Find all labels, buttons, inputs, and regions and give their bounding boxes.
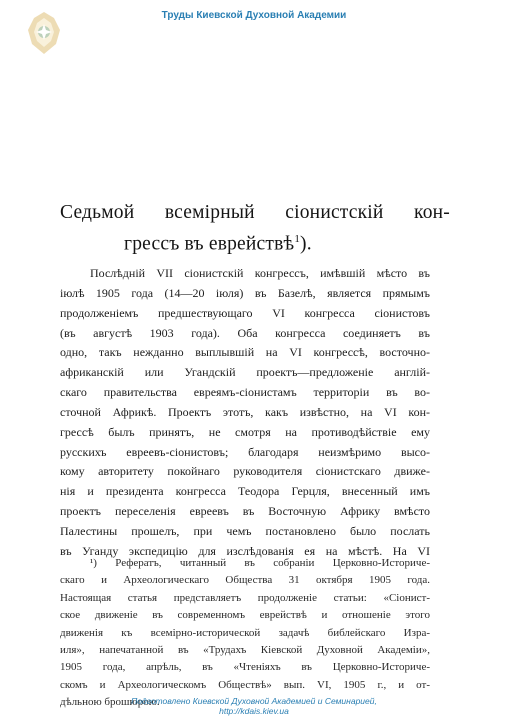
- body-line: грессѣ былъ принятъ, не смотря на противодѣйствіе ему: [60, 424, 430, 439]
- footnote-marker: 1: [294, 233, 301, 245]
- body-line: Палестины прошелъ, при чемъ постановлено было послать: [60, 523, 430, 538]
- body-line: африканскій или Угандскій проектъ—предложеніе англій-: [60, 365, 430, 380]
- body-line: проектъ переселенія евреевъ въ Восточную Африку вмѣсто: [60, 504, 430, 519]
- article-body: [60, 264, 430, 562]
- body-line: въ Уганду экспедицію для изслѣдованія ея на мѣстѣ. На VI: [60, 543, 430, 558]
- body-line: нія и президента конгресса Теодора Герцля, внесенный имъ: [60, 484, 430, 499]
- footnote-line: дѣльною брошюрою.: [60, 696, 160, 709]
- body-line: сточной Африкѣ. Проектъ этотъ, какъ извѣстно, на VI кон-: [60, 404, 430, 419]
- page-header: Труды Киевской Духовной Академии: [161, 10, 347, 21]
- footnote: [60, 555, 430, 712]
- title-line: грессъ въ еврействѣ$^1$).: [124, 233, 312, 255]
- footnote-line: скаго и Археологическаго Общества 31 октября 1905 года.: [60, 574, 430, 587]
- title-line: Седьмой всемірный сіонистскій кон-: [60, 202, 450, 223]
- footer-link[interactable]: http://kdais.kiev.ua: [219, 706, 289, 716]
- article-title: [60, 200, 450, 258]
- body-line: одно, такъ нежданно выплывшій на VI конгрессѣ, восточно-: [60, 345, 430, 360]
- body-line: (въ августѣ 1903 года). Оба конгресса соединяетъ въ: [60, 325, 430, 340]
- footnote-line: Настоящая статья представляетъ продолженіе статьи: «Сіонист-: [60, 591, 430, 604]
- body-line: скаго правительства евреямъ-сіонистамъ территоріи въ во-: [60, 385, 430, 400]
- footnote-line: скомъ и Археологическомъ Обществѣ» вып. VI, 1905 г., и от-: [60, 678, 430, 691]
- body-line: іюлѣ 1905 года (14—20 іюля) въ Базелѣ, является прямымъ: [60, 285, 430, 300]
- body-line: продолженіемъ предшествующаго VI конгресса сіонистовъ: [60, 305, 430, 320]
- footnote-line: ¹) Рефератъ, читанный въ собраніи Церковно-Историче-: [90, 557, 430, 569]
- footnote-line: движенія къ всемірно-исторической задачѣ библейскаго Изра-: [60, 626, 430, 639]
- footer-credit: Подготовлено Киевской Духовной Академией и Семинарией,: [131, 696, 377, 706]
- body-line: русскихъ евреевъ-сіонистовъ; благодаря неизмѣримо высо-: [60, 444, 430, 459]
- footnote-line: ское движеніе въ современномъ еврействѣ и отношеніе этого: [60, 609, 430, 622]
- footnote-line: иля», напечатанной въ «Трудахъ Кіевской Духовной Академіи»,: [60, 643, 430, 656]
- body-line: кому авторитету покойнаго руководителя сіонистскаго движе-: [60, 464, 430, 479]
- page-footer: [0, 696, 508, 716]
- footnote-line: 1905 года, апрѣль, въ «Чтеніяхъ въ Церковно-Историче-: [60, 661, 430, 674]
- body-line: Послѣдній VII сіонистскій конгрессъ, имѣвшій мѣсто въ: [90, 266, 430, 280]
